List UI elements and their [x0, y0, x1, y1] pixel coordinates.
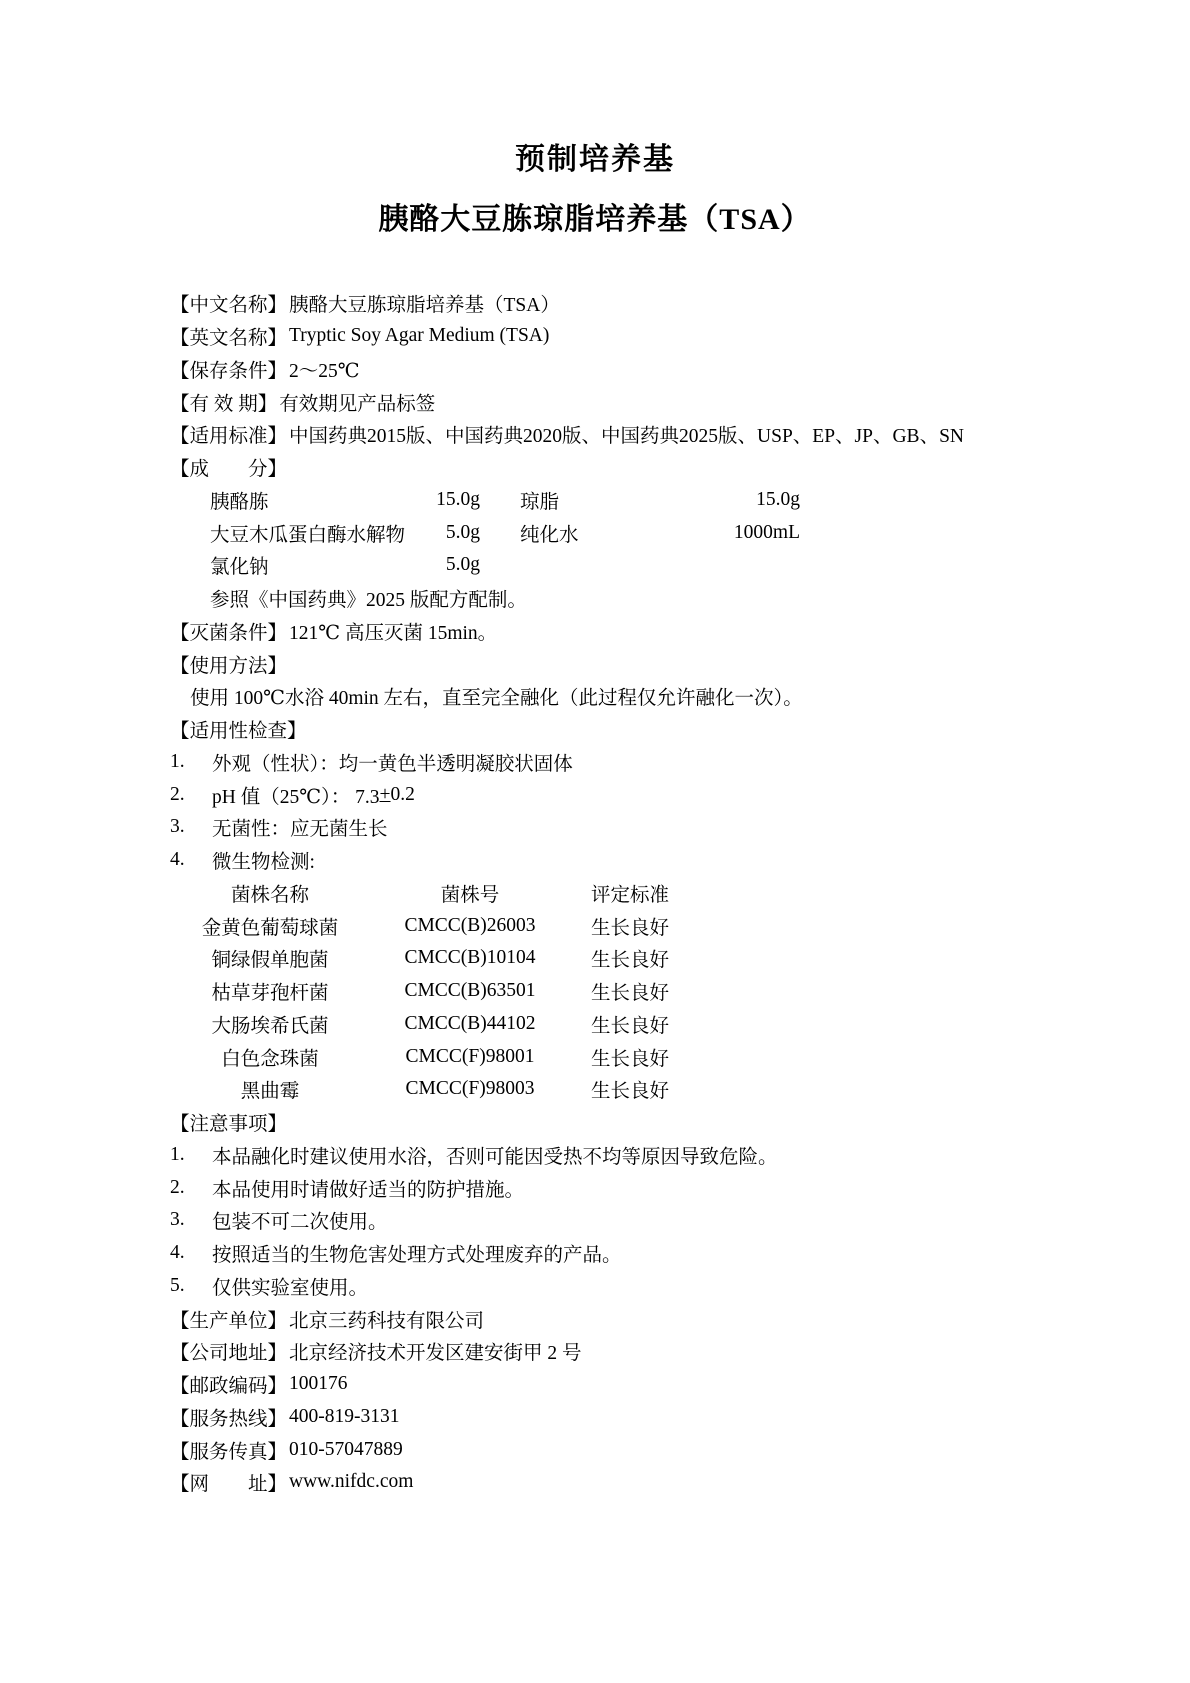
strain-code-cell: CMCC(B)44102: [404, 1012, 536, 1034]
strain-name-cell: 枯草芽孢杆菌: [211, 983, 329, 1005]
precaution-item: [170, 1270, 1040, 1303]
table-header-cell: 菌株号: [440, 884, 500, 906]
ingredient-name: 胰酪胨: [210, 491, 269, 513]
field-label: 【公司地址】: [170, 1343, 288, 1365]
field-value: Tryptic Soy Agar Medium (TSA): [289, 325, 550, 347]
composition-note: 参照《中国药典》2025 版配方配制。: [210, 590, 527, 612]
table-row: [170, 1008, 1040, 1041]
field-label: 【邮政编码】: [170, 1376, 288, 1398]
section-usage-label: [170, 647, 1040, 680]
item-number: 1.: [170, 1143, 185, 1165]
field-value: 北京经济技术开发区建安街甲 2 号: [289, 1343, 582, 1365]
table-row: [170, 1040, 1040, 1073]
field-value: 有效期见产品标签: [279, 393, 436, 415]
ingredient-row: [170, 516, 1040, 549]
doc-title: 预制培养基: [515, 143, 675, 176]
table-header-cell: 评定标准: [590, 884, 669, 906]
strain-name-cell: 大肠埃希氏菌: [211, 1015, 329, 1037]
item-text: 微生物检测:: [212, 852, 315, 874]
item-text: pH 值（25℃）： 7.3: [212, 786, 380, 808]
result-cell: 生长良好: [590, 1081, 669, 1103]
item-number: 3.: [170, 1209, 185, 1231]
plus-minus-sign: +: [379, 783, 391, 805]
item-number: 3.: [170, 816, 185, 838]
table-row: [170, 975, 1040, 1008]
item-number: 5.: [170, 1274, 185, 1296]
field-row-standards: [170, 418, 1040, 451]
strain-name-cell: 黑曲霉: [240, 1081, 300, 1103]
result-cell: 生长良好: [590, 983, 669, 1005]
precaution-item: [170, 1204, 1040, 1237]
field-label: 【网 址】: [170, 1474, 288, 1496]
field-value: www.nifdc.com: [289, 1471, 414, 1493]
result-cell: 生长良好: [590, 1015, 669, 1037]
field-label: 【适用标准】: [170, 426, 288, 448]
field-row-english-name: [170, 320, 1040, 353]
table-header-row: [170, 877, 1040, 910]
field-label: 【适用性检查】: [170, 721, 307, 743]
field-label: 【生产单位】: [170, 1310, 288, 1332]
ingredient-qty: 5.0g: [445, 554, 480, 576]
result-cell: 生长良好: [590, 917, 669, 939]
field-label: 【中文名称】: [170, 295, 288, 317]
strain-code-cell: CMCC(B)10104: [404, 947, 536, 969]
section-composition-label: [170, 451, 1040, 484]
field-row-sterilization: [170, 615, 1040, 648]
item-number: 2.: [170, 1176, 185, 1198]
item-text: 0.2: [390, 783, 415, 805]
ingredient-name: 氯化钠: [210, 557, 269, 579]
field-row-chinese-name: [170, 287, 1040, 320]
field-label: 【英文名称】: [170, 328, 288, 350]
ingredient-qty: 1000mL: [733, 521, 800, 543]
ingredient-qty: 15.0g: [436, 488, 480, 510]
precaution-item: [170, 1139, 1040, 1172]
strain-code-cell: CMCC(F)98001: [405, 1045, 535, 1067]
table-row: [170, 942, 1040, 975]
ingredient-name: 琼脂: [520, 491, 560, 513]
strain-code-cell: CMCC(F)98003: [405, 1078, 535, 1100]
item-text: 本品使用时请做好适当的防护措施。: [212, 1179, 525, 1201]
item-text: 仅供实验室使用。: [212, 1277, 369, 1299]
field-label: 【保存条件】: [170, 360, 288, 382]
ingredient-row: [170, 549, 1040, 582]
field-value: 121℃ 高压灭菌 15min。: [289, 622, 498, 644]
item-text: 无菌性：应无菌生长: [212, 819, 388, 841]
result-cell: 生长良好: [590, 1048, 669, 1070]
doc-body: [170, 287, 1040, 1499]
table-row: [170, 909, 1040, 942]
suitability-item: [170, 844, 1040, 877]
ingredient-name: 大豆木瓜蛋白酶水解物: [210, 524, 406, 546]
ingredient-qty: 5.0g: [445, 521, 480, 543]
field-value: 中国药典2015版、中国药典2020版、中国药典2025版、USP、EP、JP、GB、SN: [289, 426, 964, 448]
strain-code-cell: CMCC(B)26003: [404, 914, 536, 936]
field-value: 100176: [289, 1373, 348, 1395]
field-label: 【灭菌条件】: [170, 622, 288, 644]
suitability-item: [170, 778, 1040, 811]
field-row-shelf-life: [170, 385, 1040, 418]
strain-name-cell: 金黄色葡萄球菌: [201, 917, 339, 939]
precaution-item: [170, 1171, 1040, 1204]
field-row-storage: [170, 353, 1040, 386]
suitability-item: [170, 746, 1040, 779]
field-row-website: [170, 1466, 1040, 1499]
item-text: 本品融化时建议使用水浴，否则可能因受热不均等原因导致危险。: [212, 1146, 778, 1168]
item-number: 1.: [170, 750, 185, 772]
item-text: 外观（性状）：均一黄色半透明凝胶状固体: [212, 753, 573, 775]
field-row-manufacturer: [170, 1302, 1040, 1335]
item-number: 4.: [170, 849, 185, 871]
strain-name-cell: 白色念珠菌: [221, 1048, 319, 1070]
ingredient-name: 纯化水: [520, 524, 579, 546]
field-row-postcode: [170, 1368, 1040, 1401]
usage-text: 使用 100℃水浴 40min 左右，直至完全融化（此过程仅允许融化一次）。: [190, 688, 803, 710]
section-suitability-label: [170, 713, 1040, 746]
field-label: 【服务热线】: [170, 1408, 288, 1430]
table-row: [170, 1073, 1040, 1106]
ingredient-qty: 15.0g: [756, 488, 800, 510]
suitability-item: [170, 811, 1040, 844]
field-label: 【使用方法】: [170, 655, 288, 677]
item-text: 包装不可二次使用。: [212, 1212, 388, 1234]
strain-code-cell: CMCC(B)63501: [404, 980, 536, 1002]
field-label: 【成 分】: [170, 459, 288, 481]
section-precautions-label: [170, 1106, 1040, 1139]
doc-subtitle: 胰酪大豆胨琼脂培养基（TSA）: [378, 203, 812, 236]
field-row-fax: [170, 1433, 1040, 1466]
field-row-hotline: [170, 1401, 1040, 1434]
field-value: 2～25℃: [289, 360, 360, 382]
precaution-item: [170, 1237, 1040, 1270]
field-value: 北京三药科技有限公司: [289, 1310, 485, 1332]
item-number: 4.: [170, 1242, 185, 1264]
field-value: 400-819-3131: [289, 1405, 400, 1427]
item-text: 按照适当的生物危害处理方式处理废弃的产品。: [212, 1245, 622, 1267]
ingredient-row: [170, 484, 1040, 517]
table-header-cell: 菌株名称: [230, 884, 309, 906]
field-label: 【服务传真】: [170, 1441, 288, 1463]
field-label: 【有 效 期】: [170, 393, 278, 415]
field-row-address: [170, 1335, 1040, 1368]
field-value: 胰酪大豆胨琼脂培养基（TSA）: [289, 295, 560, 317]
field-label: 【注意事项】: [170, 1114, 288, 1136]
field-value: 010-57047889: [289, 1438, 403, 1460]
item-number: 2.: [170, 783, 185, 805]
strain-name-cell: 铜绿假单胞菌: [211, 950, 329, 972]
result-cell: 生长良好: [590, 950, 669, 972]
